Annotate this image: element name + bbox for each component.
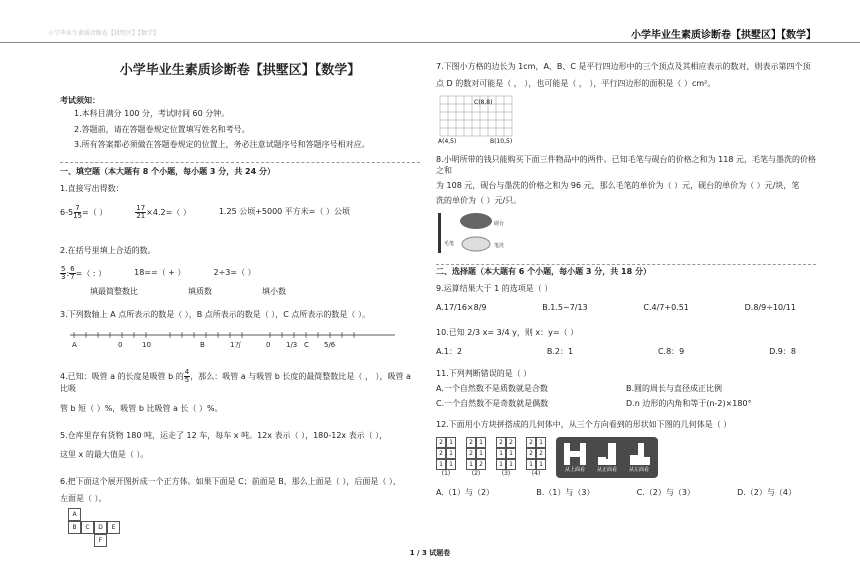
option: C.4/7+0.51 [643,302,689,312]
cube-net-figure [68,508,420,547]
stack-4: 2 1 2 2 1 1 (4) [526,437,546,478]
axis-label: A [72,340,77,349]
q6: 6.把下面这个展开图折成一个正方体。如果下面是 C；前面是 B，那么上面是（ ），后面是（ ）， [60,476,401,486]
q2-labels [60,287,420,298]
q11: 11.下列判断错误的是（ ） [436,369,532,379]
section-1-heading: 一、填空题（本大题有 8 个小题，每小题 3 分，共 24 分） [60,166,275,176]
q5-cont: 这里 x 的最大值是（ ）。 [60,450,149,460]
q12: 12.下面用小方块拼搭成的几何体中，从三个方向看到的形状如下图的几何体是（ ） [436,419,732,429]
notes-title: 考试须知： [60,95,100,105]
q2-item-b: 18==（ + ） [134,268,186,278]
axis-label: 0 [118,340,123,349]
axis-label: 0 [266,340,271,349]
q3: 3.下列数轴上 A 点所表示的数是（ ），B 点所表示的数是（ ），C 点所表示的数是（ ）。 [60,310,370,320]
number-line-figure [60,325,400,353]
option: D.9：8 [769,346,796,356]
q2-item-a: $\frac{5}{3}$ : $\frac{6}{7}$ =（ : ） [61,265,107,282]
option: A.1：2 [436,346,463,356]
option: D.（2）与（4） [737,487,796,497]
q2-label: 填质数 [188,287,212,297]
q1-items [60,205,420,220]
axis-label: C [304,340,309,349]
net-face: E [107,521,120,534]
point-label: C(8,8) [474,98,493,106]
net-face: B [68,521,81,534]
note-item: 1.本科目满分 100 分，考试时间 60 分钟。 [74,109,230,119]
q7: 7.下图小方格的边长为 1cm，A、B、C 是平行四边形中的三个顶点及其相应表示的数对，则表示第四个顶 [436,62,811,71]
axis-label: 1万 [230,340,242,349]
q5: 5.仓库里存有货物 180 吨，运走了 12 车，每车 x 吨。12x 表示（ ），180-12x 表示（ ）， [60,431,388,441]
item-label: 砚台 [494,220,505,227]
option: A.17/16×8/9 [436,302,487,312]
stack-1: 2 1 2 1 1 1 (1) [436,437,456,478]
q8: 8.小明所带的钱只能购买下面三件物品中的两件。已知毛笔与砚台的价格之和为 118 元，毛笔与墨洗的价格之和 [436,155,816,176]
q2-label: 填小数 [262,287,286,297]
q2-item-c: 2÷3=（ ） [213,268,256,278]
point-label: A(4,5) [438,137,457,144]
stack-3: 2 2 1 1 1 1 (3) [496,437,516,478]
option: B.2：1 [546,346,574,356]
axis-label: 10 [142,340,151,349]
axis-label: B [200,340,205,349]
notes-list [60,106,420,152]
option: D.n 边形的内角和等于(n-2)×180° [626,398,752,408]
q1-item-c: 1.25 公顷+5000 平方米=（ ）公顷 [218,206,351,216]
grid-figure [436,94,516,144]
item-label: 笔洗 [494,242,505,249]
header-title: 小学毕业生素质诊断卷【拱墅区】【数学】 [631,30,816,41]
items-figure [436,211,516,257]
point-label: B(10,5) [490,137,513,144]
q9: 9.运算结果大于 1 的选项是（ ） [436,284,553,294]
q2: 2.在括号里填上合适的数。 [60,245,156,255]
q12-figure [436,437,816,478]
option: C.一个自然数不是奇数就是偶数 [436,398,549,408]
option: C.（2）与（3） [636,487,695,497]
option: B.1.5−7/13 [542,302,588,312]
right-column [436,44,816,498]
page-header [0,0,860,43]
q2-items [60,266,420,281]
net-face: D [94,521,107,534]
stack-2: 2 1 2 1 1 2 (2) [466,437,486,478]
q8-cont2: 洗的单价为（ ）元/只。 [436,195,522,205]
q11-options [436,384,816,410]
q4-cont: 管 b 短（ ）%，吸管 b 比吸管 a 长（ ）%。 [60,404,223,414]
option: A.（1）与（2） [436,487,495,497]
q1-item-a: 6-5 $\frac{7}{15}$ =（ ） [60,203,108,220]
q6-cont: 左面是（ ）。 [60,493,107,503]
page-footer: 1 / 3 试题卷 [409,549,451,557]
axis-label: 5/6 [324,340,336,349]
note-item: 2.答题前，请在答题卷规定位置填写姓名和考号。 [74,124,250,134]
q10-options [436,347,816,358]
option: B.（1）与（3） [536,487,595,497]
option: A.一个自然数不是质数就是合数 [436,384,548,394]
q4: 4.已知：吸管 a 的长度是吸管 b 的 $\frac{4}{5}$ ，那么：吸管 a 与吸管 b 长度的最简整数比是（ ， ），吸管 a 比吸 [60,367,411,393]
section-2-heading: 二、选择题（本大题有 6 个小题，每小题 3 分，共 18 分） [436,267,651,277]
q2-label: 填最简整数比 [90,287,138,297]
q9-options [436,303,816,314]
q12-options [436,488,816,499]
net-face: C [81,521,94,534]
q8-cont: 为 108 元，砚台与墨洗的价格之和为 96 元，那么毛笔的单价为（ ）元，砚台的单价为（ ）元/块，笔 [436,180,800,190]
net-face: A [68,508,81,521]
three-views-figure: 从上面看 从正面看 从左面看 [556,437,658,478]
option: C.8：9 [657,346,685,356]
item-label: 毛笔 [444,240,455,247]
q1-item-b: $\frac{17}{21}$ ×4.2=（ ） [136,203,191,220]
q7-cont: 点 D 的数对可能是（ ， ），也可能是（ ， ），平行四边形的面积是（ ）cm²。 [436,78,716,88]
net-face: F [94,534,107,547]
q1: 1.直接写出得数： [60,183,124,193]
q10: 10.已知 2/3 x= 3/4 y，则 x：y=（ ） [436,327,579,337]
axis-label: 1/3 [286,340,298,349]
left-column [60,44,420,547]
exam-title: 小学毕业生素质诊断卷【拱墅区】【数学】 [119,63,361,78]
option: D.8/9÷10/11 [744,302,796,312]
note-item: 3.所有答案都必须做在答题卷规定的位置上，务必注意试题序号和答题序号相对应。 [74,139,370,149]
option: B.圆的周长与直径成正比例 [626,384,723,394]
header-faint-text: 小学毕业生素质诊断卷【拱墅区】【数学】 [48,30,160,37]
